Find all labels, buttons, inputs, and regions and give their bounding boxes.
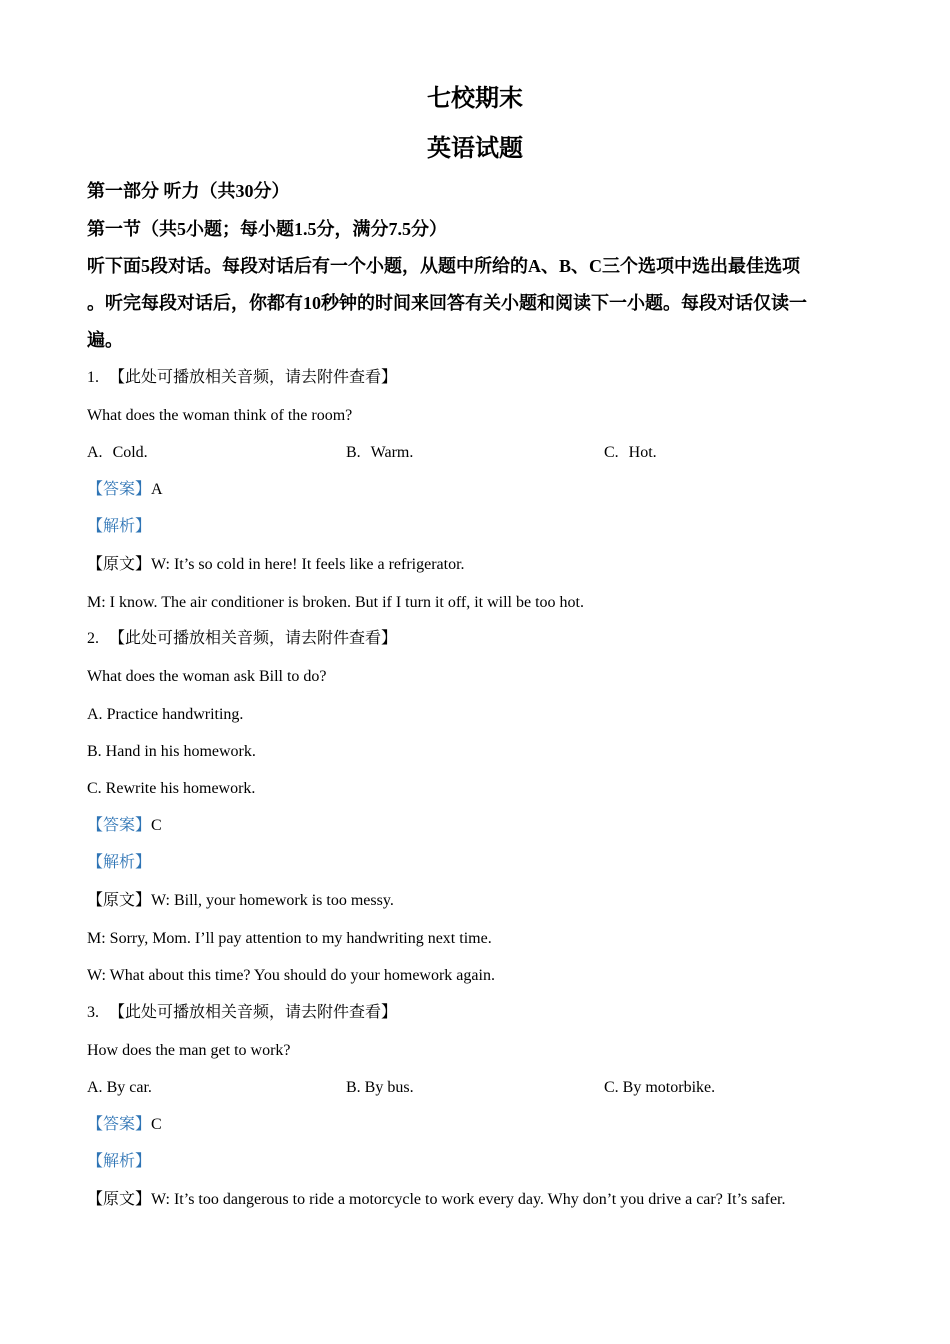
question-3-header xyxy=(87,1002,877,1024)
question-3-analysis-label: 【解析】 xyxy=(87,1153,152,1170)
question-1-transcript-2: M: I know. The air conditioner is broken. But if I turn it off, it will be too hot. xyxy=(87,594,584,611)
question-2-stem: What does the woman ask Bill to do? xyxy=(87,668,327,685)
instruction-line-2: 。听完每段对话后，你都有10秒钟的时间来回答有关小题和阅读下一小题。每段对话仅读一 xyxy=(87,293,807,313)
option-text: Rewrite his homework. xyxy=(105,780,256,797)
option-text: Hand in his homework. xyxy=(105,743,256,760)
option-letter: A. xyxy=(87,1079,103,1096)
exam-title: 七校期末 xyxy=(427,86,523,112)
audio-note: 【此处可播放相关音频，请去附件查看】 xyxy=(109,369,398,386)
option-text: By car. xyxy=(106,1079,152,1096)
exam-subtitle: 英语试题 xyxy=(427,136,523,162)
subsection-heading: 第一节（共5小题；每小题1.5分，满分7.5分） xyxy=(87,219,447,239)
answer-value: C xyxy=(151,817,162,834)
original-label: 【原文】 xyxy=(87,892,152,909)
question-3-option-c xyxy=(604,1077,715,1099)
option-text: Hot. xyxy=(628,444,657,461)
answer-value: A xyxy=(151,481,163,498)
question-2-option-c xyxy=(87,778,877,800)
question-3-transcript-1 xyxy=(87,1189,877,1211)
question-2-transcript-2: M: Sorry, Mom. I’ll pay attention to my handwriting next time. xyxy=(87,930,492,947)
question-2-transcript-3: W: What about this time? You should do your homework again. xyxy=(87,967,495,984)
answer-label: 【答案】 xyxy=(87,817,152,834)
question-3-option-a xyxy=(87,1077,152,1099)
question-3-answer xyxy=(87,1114,877,1136)
answer-value: C xyxy=(151,1116,162,1133)
question-1-option-c xyxy=(604,442,657,464)
question-1-option-a xyxy=(87,442,148,464)
question-3-stem: How does the man get to work? xyxy=(87,1042,291,1059)
option-text: Practice handwriting. xyxy=(106,706,244,723)
question-2-analysis-label: 【解析】 xyxy=(87,854,152,871)
question-2-header xyxy=(87,628,877,650)
option-text: By bus. xyxy=(364,1079,414,1096)
original-label: 【原文】 xyxy=(87,556,152,573)
question-2-transcript-1 xyxy=(87,890,877,912)
transcript-text: W: It’s too dangerous to ride a motorcycle to work every day. Why don’t you drive a car? It’s safer. xyxy=(151,1191,786,1208)
instruction-line-1: 听下面5段对话。每段对话后有一个小题，从题中所给的A、B、C三个选项中选出最佳选项 xyxy=(87,256,800,276)
question-2-option-b xyxy=(87,741,877,763)
question-1-analysis-label: 【解析】 xyxy=(87,518,152,535)
option-letter: C. xyxy=(87,780,102,797)
instruction-line-3: 遍。 xyxy=(87,330,123,350)
question-2-option-a xyxy=(87,704,877,726)
answer-label: 【答案】 xyxy=(87,1116,152,1133)
option-letter: B. xyxy=(346,1079,361,1096)
question-2-answer xyxy=(87,815,877,837)
audio-note: 【此处可播放相关音频，请去附件查看】 xyxy=(109,630,398,647)
answer-label: 【答案】 xyxy=(87,481,152,498)
option-letter: B. xyxy=(87,743,102,760)
option-letter: A. xyxy=(87,706,103,723)
option-text: Cold. xyxy=(112,444,148,461)
question-1-answer xyxy=(87,479,877,501)
question-3-option-b xyxy=(346,1077,414,1099)
original-label: 【原文】 xyxy=(87,1191,152,1208)
question-1-header xyxy=(87,367,877,389)
question-number: 2. xyxy=(87,630,99,647)
question-number: 3. xyxy=(87,1004,99,1021)
transcript-text: W: Bill, your homework is too messy. xyxy=(151,892,394,909)
question-1-stem: What does the woman think of the room? xyxy=(87,407,353,424)
audio-note: 【此处可播放相关音频，请去附件查看】 xyxy=(109,1004,398,1021)
option-letter: B. xyxy=(346,444,361,461)
question-1-option-b xyxy=(346,442,413,464)
option-letter: C. xyxy=(604,1079,619,1096)
option-text: Warm. xyxy=(370,444,414,461)
question-1-transcript-1 xyxy=(87,554,877,576)
option-letter: A. xyxy=(87,444,103,461)
transcript-text: W: It’s so cold in here! It feels like a refrigerator. xyxy=(151,556,465,573)
option-letter: C. xyxy=(604,444,619,461)
option-text: By motorbike. xyxy=(622,1079,716,1096)
part-heading: 第一部分 听力（共30分） xyxy=(87,181,290,201)
question-number: 1. xyxy=(87,369,99,386)
